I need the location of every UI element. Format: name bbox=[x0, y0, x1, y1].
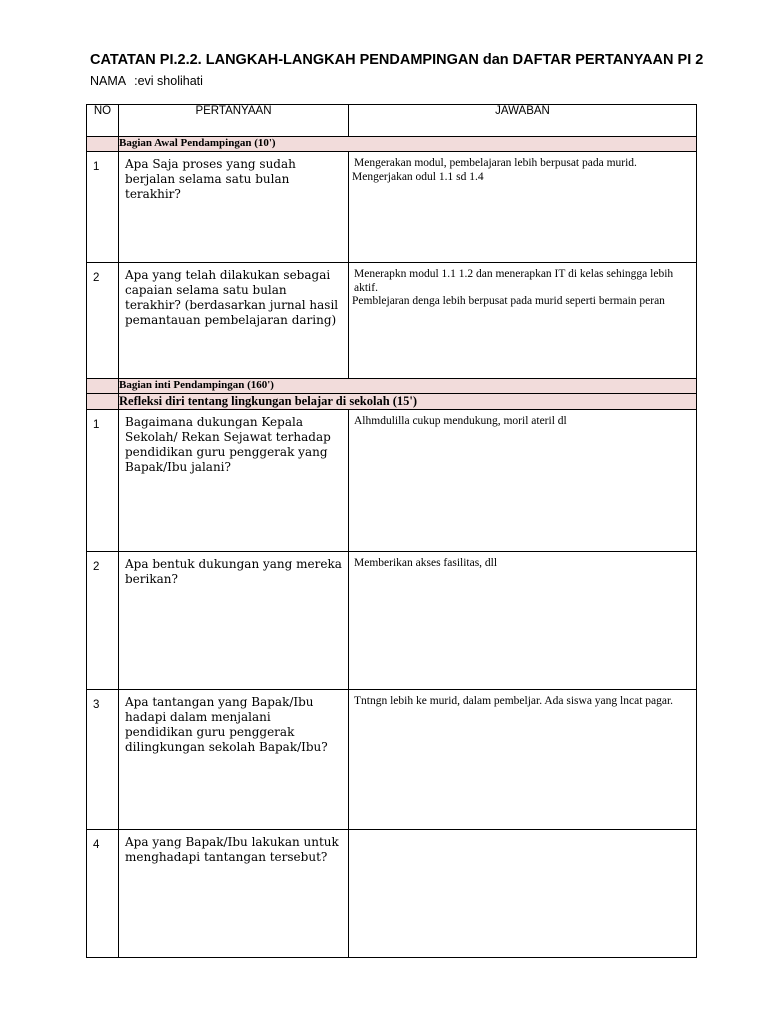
section-row bbox=[87, 394, 697, 410]
answer-line: Mengerakan modul, pembelajaran lebih berpusat pada murid. bbox=[354, 157, 637, 169]
row-number: 1 bbox=[87, 152, 119, 263]
answer-line: Menerapkn modul 1.1 1.2 dan menerapkan IT di kelas sehingga lebih aktif. bbox=[354, 268, 674, 294]
question-text: Apa Saja proses yang sudah berjalan selama satu bulan terakhir? bbox=[119, 152, 349, 263]
question-table bbox=[86, 104, 697, 958]
row-number: 1 bbox=[87, 410, 119, 552]
table-row bbox=[87, 410, 697, 552]
question-text: Apa yang Bapak/Ibu lakukan untuk menghadapi tantangan tersebut? bbox=[119, 830, 349, 958]
answer-line: Memberikan akses fasilitas, dll bbox=[354, 557, 498, 569]
table-header-row bbox=[87, 105, 697, 137]
name-value: :evi sholihati bbox=[134, 74, 203, 88]
row-number: 4 bbox=[87, 830, 119, 958]
question-text: Apa tantangan yang Bapak/Ibu hadapi dalam menjalani pendidikan guru penggerak dilingkungan sekolah Bapak/Ibu? bbox=[119, 690, 349, 830]
table-row bbox=[87, 690, 697, 830]
answer-cell[interactable] bbox=[349, 410, 697, 552]
section-spacer bbox=[87, 137, 119, 152]
question-text: Bagaimana dukungan Kepala Sekolah/ Rekan Sejawat terhadap pendidikan guru penggerak yang Bapak/Ibu jalani? bbox=[119, 410, 349, 552]
name-line bbox=[90, 74, 203, 88]
section-title: Bagian inti Pendampingan (160') bbox=[119, 379, 697, 394]
table-row bbox=[87, 152, 697, 263]
answer-line: Pemblejaran denga lebih berpusat pada murid seperti bermain peran bbox=[352, 295, 665, 307]
table-row bbox=[87, 552, 697, 690]
section-subtitle: Refleksi diri tentang lingkungan belajar di sekolah (15') bbox=[119, 394, 697, 410]
row-number: 3 bbox=[87, 690, 119, 830]
column-header-pertanyaan: PERTANYAAN bbox=[119, 105, 349, 137]
section-spacer bbox=[87, 379, 119, 394]
answer-cell[interactable] bbox=[349, 830, 697, 958]
section-row bbox=[87, 379, 697, 394]
answer-cell[interactable] bbox=[349, 263, 697, 379]
table-row bbox=[87, 830, 697, 958]
answer-cell[interactable] bbox=[349, 152, 697, 263]
answer-line: Mengerjakan odul 1.1 sd 1.4 bbox=[352, 170, 484, 183]
table-row bbox=[87, 263, 697, 379]
column-header-jawaban: JAWABAN bbox=[349, 105, 697, 137]
answer-cell[interactable] bbox=[349, 690, 697, 830]
column-header-no: NO bbox=[87, 105, 119, 137]
section-row bbox=[87, 137, 697, 152]
document-title: CATATAN PI.2.2. LANGKAH-LANGKAH PENDAMPINGAN dan DAFTAR PERTANYAAN PI 2 bbox=[90, 52, 704, 68]
answer-line: Alhmdulilla cukup mendukung, moril ateril dl bbox=[354, 415, 567, 427]
question-text: Apa bentuk dukungan yang mereka berikan? bbox=[119, 552, 349, 690]
answer-cell[interactable] bbox=[349, 552, 697, 690]
question-text: Apa yang telah dilakukan sebagai capaian selama satu bulan terakhir? (berdasarkan jurnal hasil pemantauan pembelajaran daring) bbox=[119, 263, 349, 379]
row-number: 2 bbox=[87, 263, 119, 379]
section-spacer bbox=[87, 394, 119, 410]
section-title: Bagian Awal Pendampingan (10') bbox=[119, 137, 697, 152]
row-number: 2 bbox=[87, 552, 119, 690]
name-label: NAMA bbox=[90, 74, 127, 88]
answer-line: Tntngn lebih ke murid, dalam pembeljar. Ada siswa yang lncat pagar. bbox=[354, 695, 674, 707]
